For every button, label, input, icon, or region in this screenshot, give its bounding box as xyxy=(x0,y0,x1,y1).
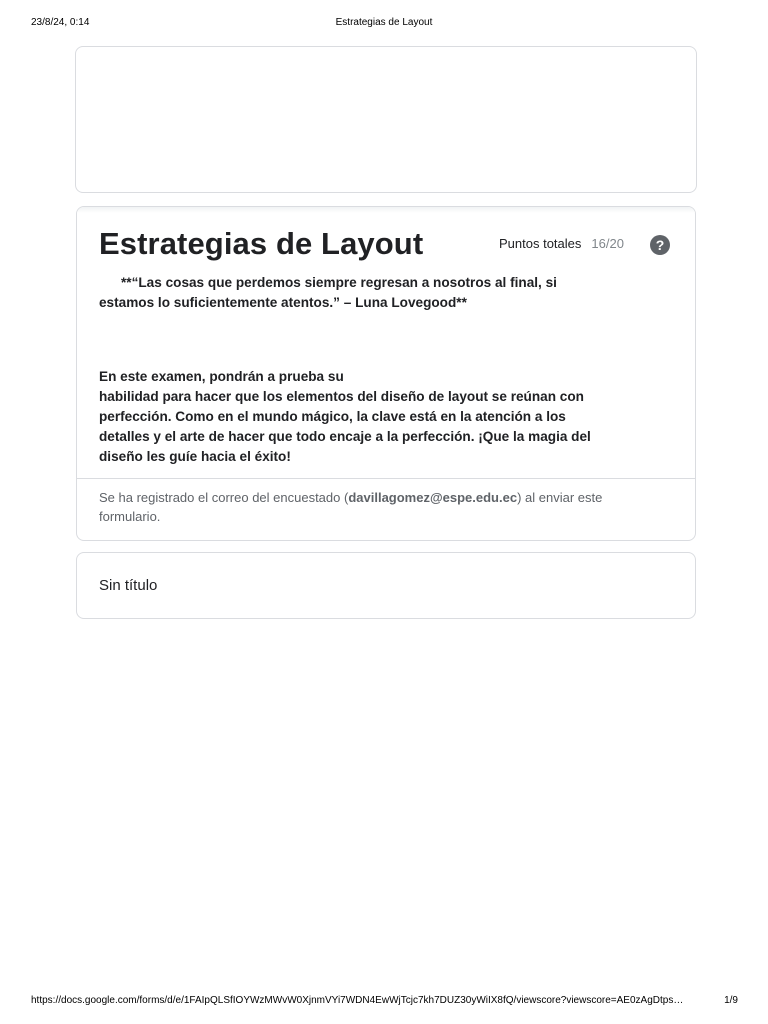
print-page-number: 1/9 xyxy=(724,995,738,1006)
total-points-score: 16/20 xyxy=(591,236,624,251)
email-note-prefix: Se ha registrado el correo del encuestado ( xyxy=(99,490,349,505)
print-url: https://docs.google.com/forms/d/e/1FAIpQLSfIOYWzMWvW0XjnmVYi7WDN4EwWjTcjc7kh7DUZ30yWiIX8fQ/viewscore?viewscore=AE0zAgDtps… xyxy=(31,995,684,1006)
description-line: diseño les guíe hacia el éxito! xyxy=(99,449,291,464)
email-note-suffix: ) al enviar este formulario. xyxy=(99,490,603,524)
help-icon[interactable]: ? xyxy=(650,235,670,255)
print-doc-title: Estrategias de Layout xyxy=(335,17,433,28)
form-description xyxy=(99,367,599,467)
print-datetime: 23/8/24, 0:14 xyxy=(31,17,90,28)
section-title: Sin título xyxy=(99,577,158,594)
description-line: habilidad para hacer que los elementos del diseño de layout se reúnan con xyxy=(99,389,584,404)
print-footer xyxy=(0,995,768,1009)
total-points xyxy=(499,236,624,251)
section-card xyxy=(76,552,696,619)
card-top-accent xyxy=(77,207,695,213)
form-quote: **“Las cosas que perdemos siempre regresan a nosotros al final, si estamos lo suficientemente atentos.” – Luna Lovegood** xyxy=(99,275,557,310)
respondent-email: davillagomez@espe.edu.ec xyxy=(348,490,518,505)
total-points-label: Puntos totales xyxy=(499,236,582,251)
description-line: En este examen, pondrán a prueba su xyxy=(99,369,344,384)
form-header-card xyxy=(76,206,696,541)
header-divider xyxy=(77,478,695,479)
print-header xyxy=(0,17,768,31)
description-line: perfección. Como en el mundo mágico, la clave está en la atención a los xyxy=(99,409,566,424)
respondent-email-note xyxy=(99,488,659,526)
description-line: detalles y el arte de hacer que todo encaje a la perfección. ¡Que la magia del xyxy=(99,429,591,444)
form-title: Estrategias de Layout xyxy=(99,226,424,261)
header-banner xyxy=(75,46,697,193)
